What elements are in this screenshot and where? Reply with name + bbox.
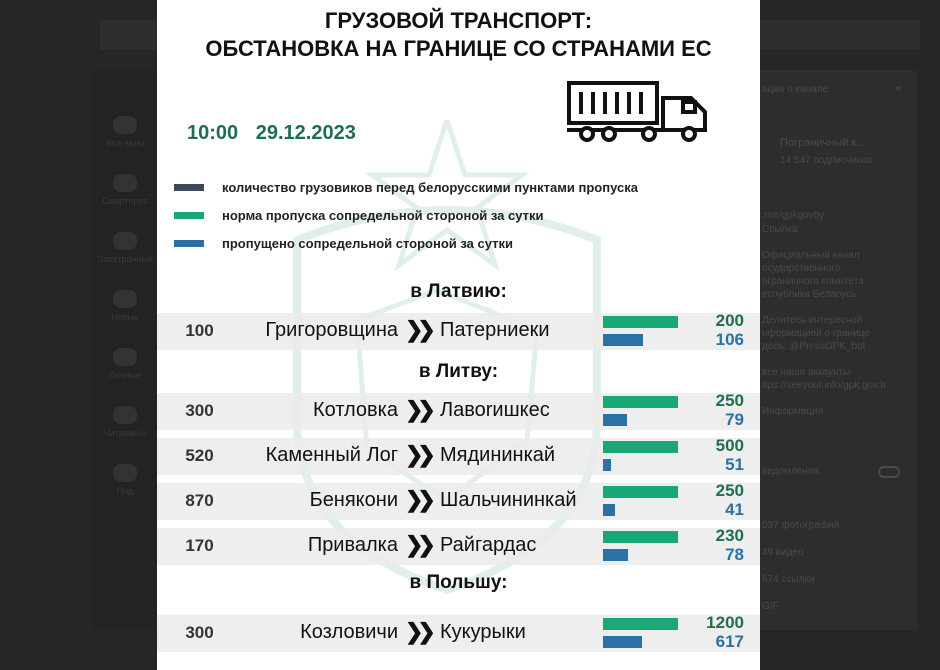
queue-count: 300	[185, 623, 214, 642]
to-checkpoint: Патерниеки	[440, 319, 550, 341]
section-heading: в Латвию:	[410, 281, 507, 302]
folder-label: Электронные	[96, 254, 153, 264]
folder-label: Новые	[111, 312, 139, 322]
from-checkpoint: Привалка	[307, 534, 398, 556]
norm-value: 230	[715, 526, 744, 545]
folder-label: Все чаты	[105, 138, 145, 148]
passed-bar	[603, 636, 642, 648]
panel-header: ация о канале	[762, 84, 829, 95]
chat-folder-icon	[113, 464, 137, 482]
passed-value: 106	[715, 330, 744, 349]
videos-link[interactable]: 49 видео	[762, 547, 804, 558]
sidebar-folder[interactable]	[93, 458, 157, 516]
passed-bar	[603, 334, 643, 346]
folder-label: Читаемые	[103, 428, 147, 438]
chat-folder-icon	[113, 174, 137, 192]
channel-name: Пограничный к...	[780, 137, 866, 149]
title-line-1: ГРУЗОВОЙ ТРАНСПОРТ:	[324, 8, 593, 33]
passed-bar	[603, 504, 615, 516]
close-icon[interactable]: ✕	[894, 84, 903, 95]
link-label: Ссылка	[762, 224, 798, 235]
subscriber-count: 14 547 подписчиков	[780, 155, 873, 166]
gif-link[interactable]: GIF	[762, 601, 779, 612]
photos-link[interactable]: 037 фотографий	[762, 520, 840, 531]
legend-swatch	[174, 240, 204, 247]
legend-item	[174, 208, 544, 223]
to-checkpoint: Шальчининкай	[440, 489, 577, 511]
legend-item	[174, 236, 513, 251]
sidebar-folder[interactable]	[93, 342, 157, 400]
to-checkpoint: Мядининкай	[440, 444, 556, 466]
sidebar-folder[interactable]	[93, 284, 157, 342]
folder-sidebar	[93, 70, 157, 630]
passed-value: 79	[725, 410, 744, 429]
folder-label: Смартпрес	[101, 196, 148, 206]
desc-line: ограничного комитета	[762, 276, 864, 287]
title-line-2: ОБСТАНОВКА НА ГРАНИЦЕ СО СТРАНАМИ ЕС	[205, 36, 712, 61]
legend-label: количество грузовиков перед белорусскими пунктами пропуска	[222, 180, 638, 195]
from-checkpoint: Котловка	[312, 399, 398, 421]
desc-line: нформацией о границе	[762, 328, 870, 339]
folder-label: Личные	[108, 370, 142, 380]
legend-item	[174, 180, 638, 195]
folder-label: Под	[116, 486, 134, 496]
norm-value: 250	[715, 391, 744, 410]
sidebar-folder[interactable]	[93, 226, 157, 284]
passed-value: 617	[715, 632, 744, 651]
notifications-toggle[interactable]	[878, 466, 900, 478]
double-chevron-right-icon: ❯❯	[405, 619, 430, 644]
passed-value: 51	[725, 455, 744, 474]
chat-folder-icon	[113, 290, 137, 308]
chat-folder-icon	[113, 116, 137, 134]
queue-count: 170	[185, 536, 214, 555]
legend-label: пропущено сопредельной стороной за сутки	[222, 236, 514, 251]
passed-bar	[603, 414, 627, 426]
channel-link[interactable]: .me/gpkgovby	[762, 210, 825, 221]
norm-value: 1200	[706, 613, 744, 632]
section-heading: в Литву:	[418, 361, 499, 382]
norm-value: 200	[715, 311, 744, 330]
chat-folder-icon	[113, 406, 137, 424]
crossing-row	[157, 528, 760, 565]
legend-swatch	[174, 184, 204, 191]
passed-bar	[603, 459, 611, 471]
legend-swatch	[174, 212, 204, 219]
date: 29.12.2023	[255, 122, 356, 144]
truck-icon	[565, 80, 711, 146]
norm-bar	[603, 396, 678, 408]
crossing-row	[157, 615, 760, 652]
norm-value: 250	[715, 481, 744, 500]
desc-line: осударственного	[762, 263, 841, 274]
time: 10:00	[187, 122, 239, 144]
crossing-row	[157, 313, 760, 350]
double-chevron-right-icon: ❯❯	[405, 317, 430, 342]
double-chevron-right-icon: ❯❯	[405, 487, 430, 512]
sidebar-folder[interactable]	[93, 400, 157, 458]
sidebar-folder[interactable]	[93, 168, 157, 226]
info-label: Информация	[762, 406, 824, 417]
accounts-link[interactable]: ttps://seeyour.info/gpk.gov.b	[762, 380, 886, 391]
links-link[interactable]: 674 ссылки	[762, 574, 815, 585]
norm-bar	[603, 618, 678, 630]
desc-line: десь: @PressGPK_bot	[762, 341, 866, 352]
crossing-row	[157, 393, 760, 430]
menu-icon	[93, 70, 157, 110]
to-checkpoint: Лавоrишкес	[440, 399, 550, 421]
from-checkpoint: Григоровщина	[265, 319, 398, 341]
from-checkpoint: Бенякони	[309, 489, 398, 511]
channel-info-panel	[760, 70, 918, 630]
crossing-row	[157, 483, 760, 520]
crossing-row	[157, 438, 760, 475]
double-chevron-right-icon: ❯❯	[405, 442, 430, 467]
from-checkpoint: Каменный Лог	[265, 444, 398, 466]
norm-value: 500	[715, 436, 744, 455]
timestamp	[187, 122, 356, 145]
infographic	[157, 0, 760, 670]
double-chevron-right-icon: ❯❯	[405, 397, 430, 422]
to-checkpoint: Райгардас	[440, 534, 537, 556]
desc-line: все наши аккаунты	[762, 367, 851, 378]
norm-bar	[603, 316, 678, 328]
chat-folder-icon	[113, 232, 137, 250]
legend-label: норма пропуска сопредельной стороной за сутки	[222, 208, 544, 223]
queue-count: 300	[185, 401, 214, 420]
desc-line: еспублики Беларусь	[762, 289, 857, 300]
notifications-label: ведомления	[762, 466, 819, 477]
queue-count: 520	[185, 446, 214, 465]
passed-value: 41	[725, 500, 744, 519]
norm-bar	[603, 441, 678, 453]
desc-line: Официальный канал	[762, 250, 860, 261]
passed-bar	[603, 549, 628, 561]
from-checkpoint: Козловичи	[300, 621, 398, 643]
queue-count: 870	[185, 491, 214, 510]
passed-value: 78	[725, 545, 744, 564]
norm-bar	[603, 486, 678, 498]
desc-line: Делитесь интересной	[762, 315, 863, 326]
chat-folder-icon	[113, 348, 137, 366]
norm-bar	[603, 531, 678, 543]
sidebar-folder[interactable]	[93, 110, 157, 168]
to-checkpoint: Кукурыки	[440, 621, 526, 643]
section-heading: в Польшу:	[409, 572, 508, 593]
queue-count: 100	[185, 321, 214, 340]
double-chevron-right-icon: ❯❯	[405, 532, 430, 557]
